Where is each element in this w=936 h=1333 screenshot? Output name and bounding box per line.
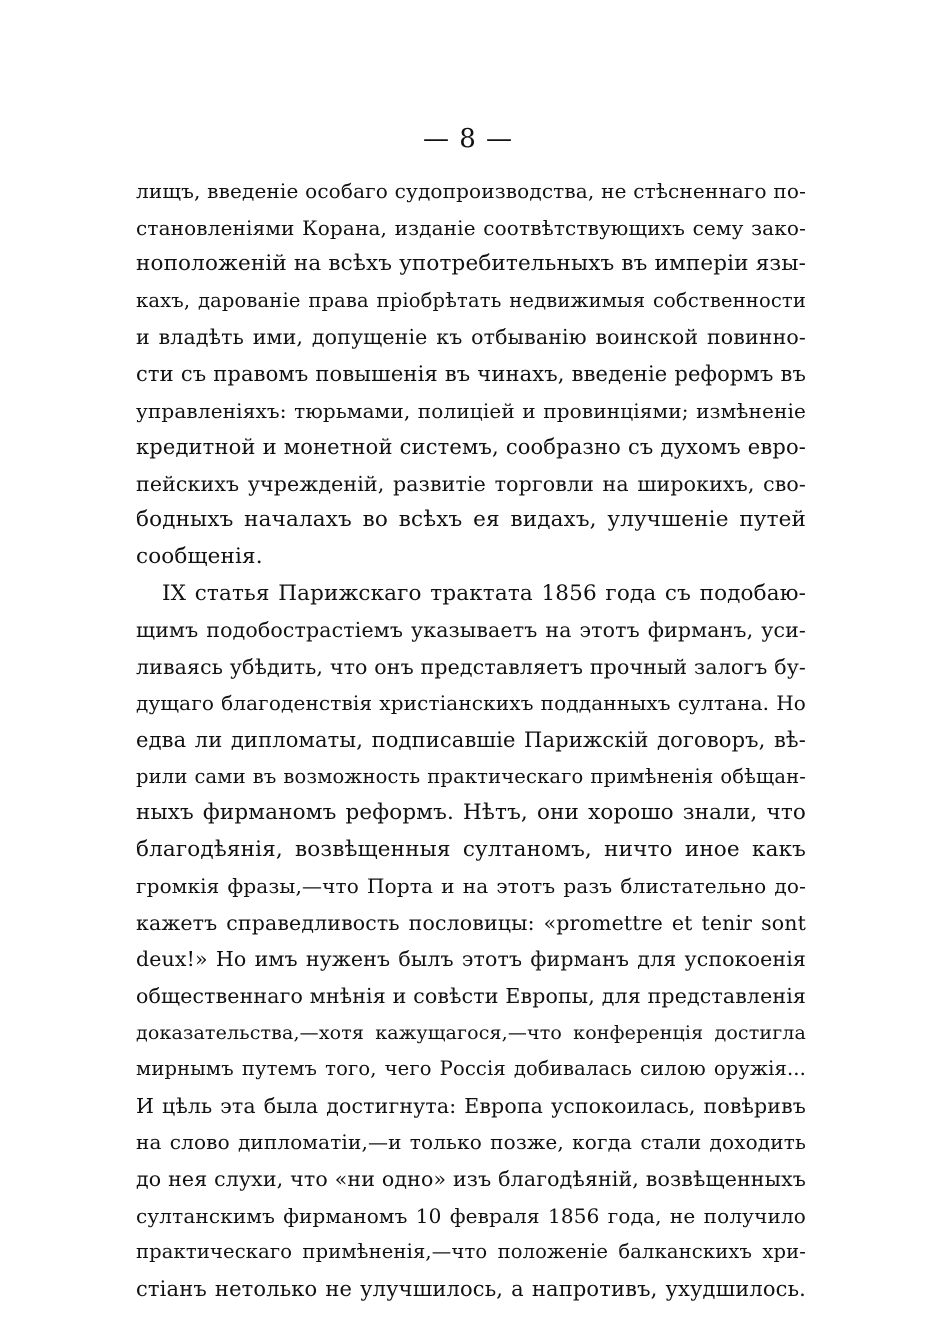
text-line: пейскихъ учрежденій, развитіе торговли на широкихъ, сво- [136,471,806,496]
page-number: — 8 — [422,124,514,154]
text-line: кахъ, дарованіе права пріобрѣтать недвижимыя собственности [136,288,806,312]
text-line: благодѣянія, возвѣщенныя султаномъ, ничто иное какъ [136,836,806,862]
text-line: ныхъ фирманомъ реформъ. Нѣтъ, они хорошо знали, что [136,800,806,826]
text-line: лищъ, введеніе особаго судопроизводства, не стѣсненнаго по- [136,179,806,203]
text-line: щимъ подобострастіемъ указываетъ на этотъ фирманъ, уси- [136,618,806,643]
paragraph-start-line: IX статья Парижскаго трактата 1856 года съ подобаю- [162,580,806,606]
text-line: и владѣть ими, допущеніе къ отбыванію воинской повинно- [136,325,806,350]
text-line: общественнаго мнѣнія и совѣсти Европы, для представленія [136,984,806,1009]
text-line: до нея слухи, что «ни одно» изъ благодѣяній, возвѣщенныхъ [136,1167,806,1192]
text-line: едва ли дипломаты, подписавшіе Парижскій договоръ, вѣ- [136,727,806,752]
text-line: мирнымъ путемъ того, чего Россія добивалась силою оружія... [136,1057,806,1081]
body-text [136,173,806,1307]
text-line: громкія фразы,—что Порта и на этотъ разъ блистательно до- [136,874,806,899]
text-line: султанскимъ фирманомъ 10 февраля 1856 года, не получило [136,1203,806,1228]
text-line: кажетъ справедливость пословицы: «promettre et tenir sont [136,910,806,935]
text-line: доказательства,—хотя кажущагося,—что конференція достигла [136,1021,806,1044]
text-line: сти съ правомъ повышенія въ чинахъ, введеніе реформъ въ [136,361,806,386]
text-line: ливаясь убѣдить, что онъ представляетъ прочный залогъ бу- [136,654,806,679]
text-line: на слово дипломатіи,—и только позже, когда стали доходить [136,1130,806,1155]
text-line: deux!» Но имъ нуженъ былъ этотъ фирманъ для успокоенія [136,947,806,972]
text-line: дущаго благоденствія христіанскихъ подданныхъ султана. Но [136,691,806,716]
text-line: бодныхъ началахъ во всѣхъ ея видахъ, улучшеніе путей [136,507,806,533]
text-line: управленіяхъ: тюрьмами, полиціей и провинціями; измѣненіе [136,398,806,423]
text-line: И цѣль эта была достигнута: Европа успокоилась, повѣривъ [136,1093,806,1118]
text-line: ноположеній на всѣхъ употребительныхъ въ имперіи язы- [136,251,806,277]
text-line: практическаго примѣненія,—что положеніе балканскихъ хри- [136,1240,806,1264]
text-line: кредитной и монетной системъ, сообразно съ духомъ евро- [136,435,806,460]
paragraph-end-line: сообщенія. [136,543,263,569]
text-line: рили сами въ возможность практическаго примѣненія обѣщан- [136,764,806,788]
text-line: становленіями Корана, изданіе соотвѣтствующихъ сему зако- [136,215,806,240]
text-line: стіанъ нетолько не улучшилось, а напротивъ, ухудшилось. [136,1276,806,1301]
